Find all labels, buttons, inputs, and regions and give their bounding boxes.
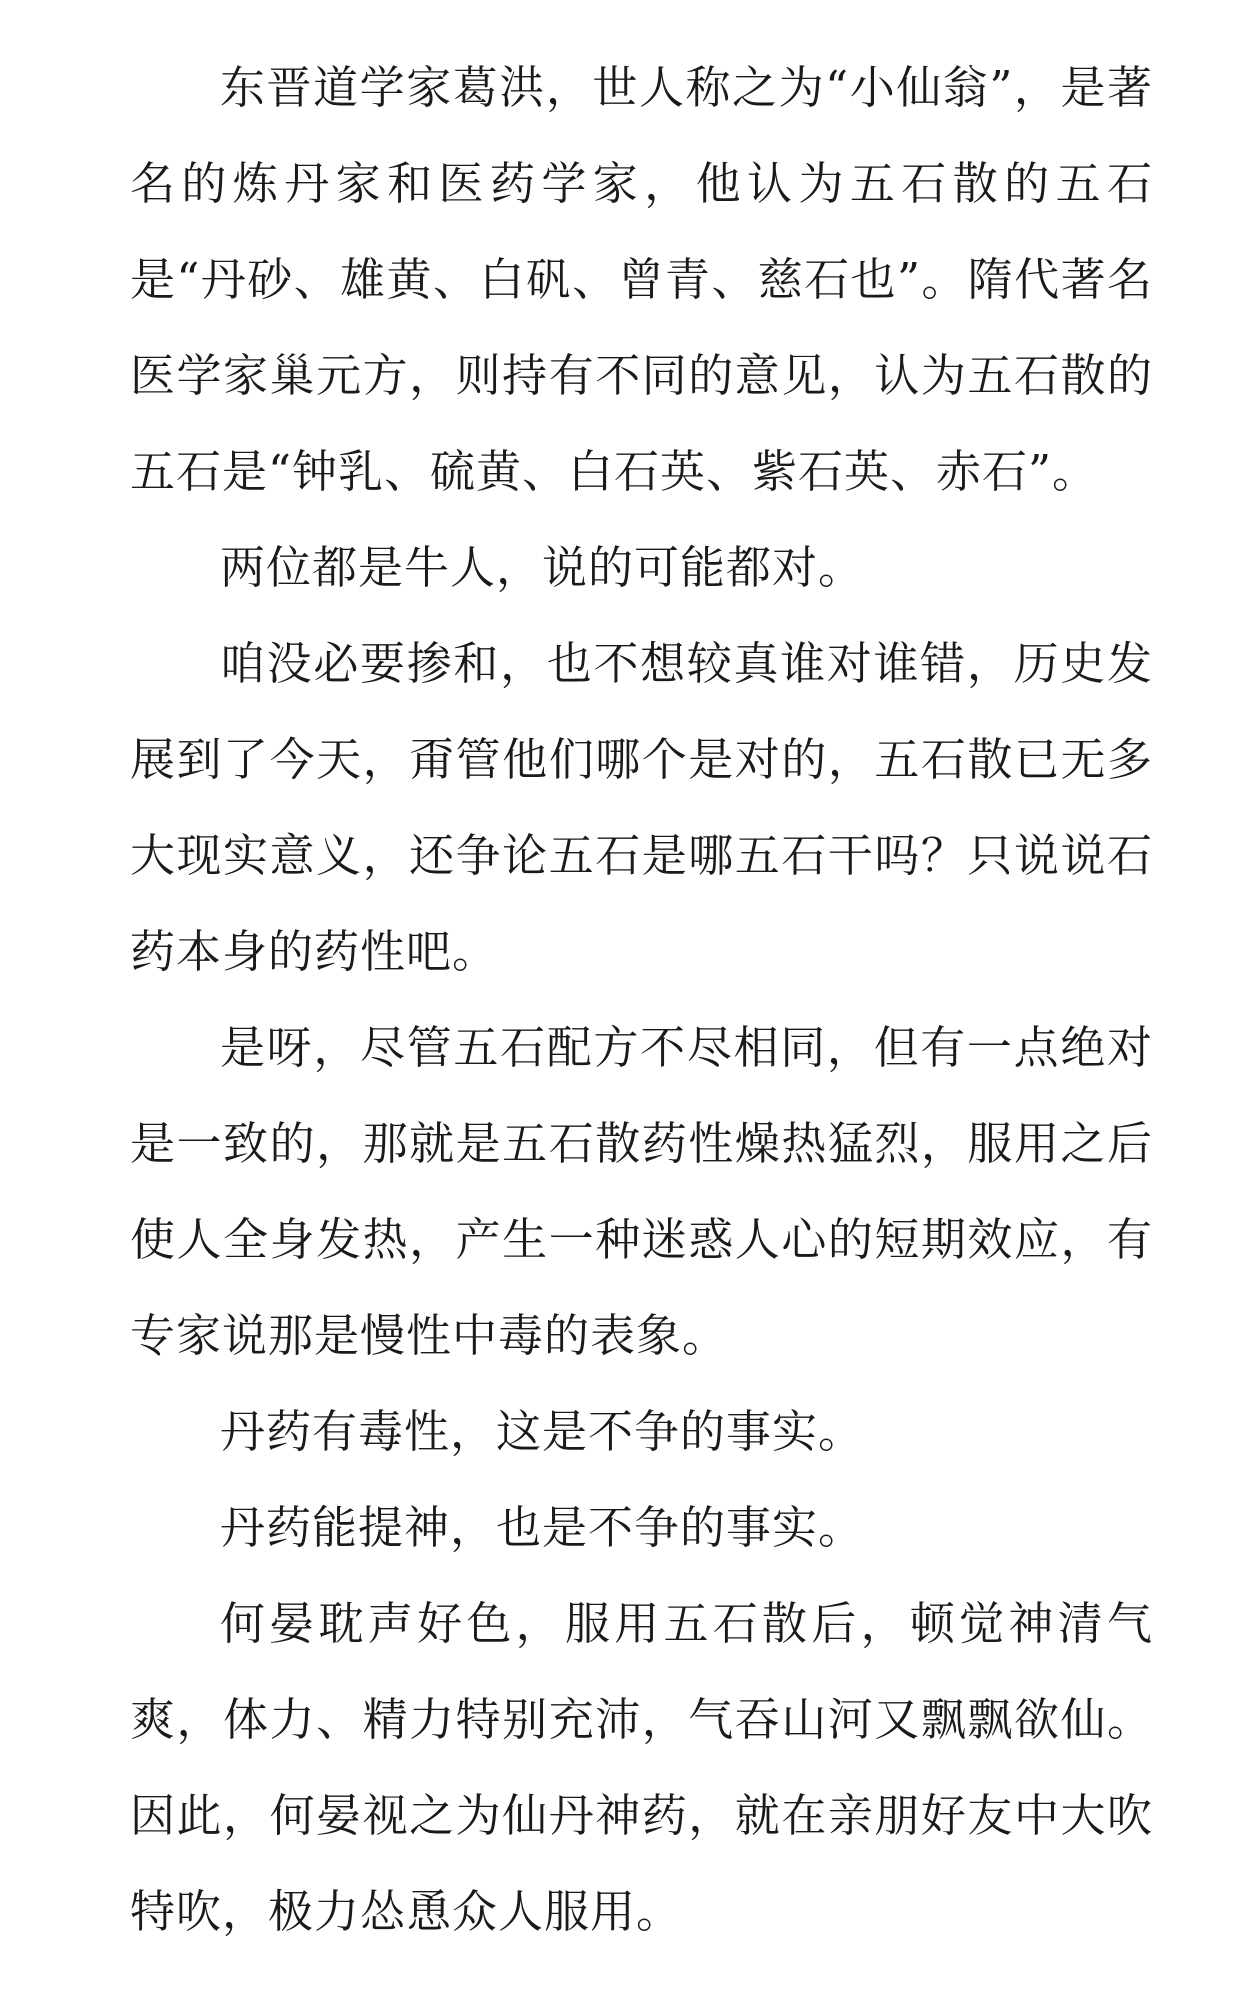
paragraph-1: 东晋道学家葛洪，世人称之为“小仙翁”，是著名的炼丹家和医药学家，他认为五石散的五石是“丹砂、雄黄、白矾、曾青、慈石也”。隋代著名医学家巢元方，则持有不同的意见，认为五石散的五石是“钟乳、硫黄、白石英、紫石英、赤石”。 — [130, 61, 1153, 498]
paragraph-6: 丹药能提神，也是不争的事实。 — [220, 1501, 865, 1554]
paragraph-3: 咱没必要掺和，也不想较真谁对谁错，历史发展到了今天，甭管他们哪个是对的，五石散已无多大现实意义，还争论五石是哪五石干吗？只说说石药本身的药性吧。 — [130, 637, 1153, 978]
paragraph-7: 何晏耽声好色，服用五石散后，顿觉神清气爽，体力、精力特别充沛，气吞山河又飘飘欲仙。因此，何晏视之为仙丹神药，就在亲朋好友中大吹特吹，极力怂恿众人服用。 — [130, 1597, 1153, 1938]
paragraph-2: 两位都是牛人，说的可能都对。 — [220, 541, 865, 594]
paragraph-4: 是呀，尽管五石配方不尽相同，但有一点绝对是一致的，那就是五石散药性燥热猛烈，服用之后使人全身发热，产生一种迷惑人心的短期效应，有专家说那是慢性中毒的表象。 — [130, 1021, 1153, 1362]
document-page — [130, 40, 1153, 1960]
paragraph-5: 丹药有毒性，这是不争的事实。 — [220, 1405, 865, 1458]
